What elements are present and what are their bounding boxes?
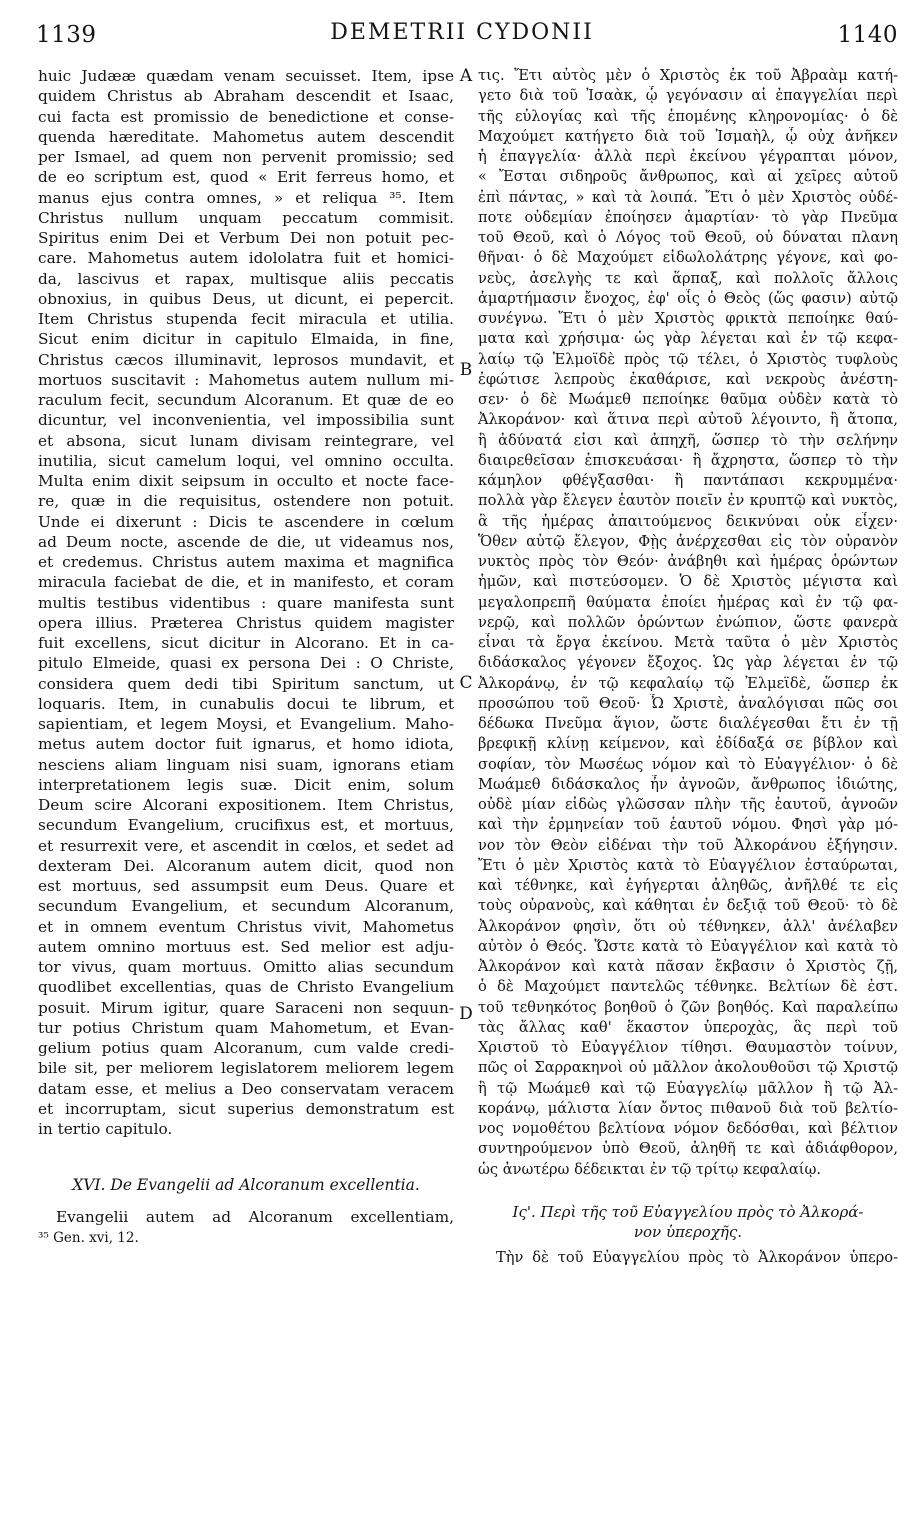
greek-line: ὁ δὲ Μαχούμετ παντελῶς τέθνηκε. Βελτίων δὲ ἐστ. bbox=[478, 978, 898, 996]
greek-line: νυκτὸς πρὸς τὸν Θεόν· ἀνάβηθι καὶ ἡμέρας ὁρώντων bbox=[478, 553, 898, 570]
latin-line: posuit. Mirum igitur, quare Saraceni non sequun- bbox=[38, 998, 454, 1017]
greek-line: ἐφώτισε λεπροὺς ἐκαθάρισε, καὶ νεκροὺς ἀνέστη- bbox=[478, 370, 898, 388]
latin-line: metus autem doctor fuit ignarus, et homo idiota, bbox=[38, 735, 454, 754]
margin-letter-d: D bbox=[459, 1004, 473, 1024]
page-number-right: 1140 bbox=[837, 22, 898, 48]
latin-line: Deum scire Alcorani expositionem. Item Christus, bbox=[38, 796, 454, 814]
greek-line: δέδωκα Πνεῦμα ἅγιον, ὥστε διαλέγεσθαι ἔτι ἐν τῇ bbox=[478, 715, 898, 732]
latin-line: datam esse, et melius a Deo conservatam veracem bbox=[38, 1079, 454, 1098]
greek-line: Ἀλκοράνον φησὶν, ὅτι οὐ τέθνηκεν, ἀλλ' ἀνέλαβεν bbox=[478, 917, 898, 935]
greek-line: καὶ τὴν ἑρμηνείαν τοῦ ἑαυτοῦ νόμου. Φησὶ γὰρ μό- bbox=[478, 816, 898, 834]
greek-line: τοὺς οὐρανοὺς, καὶ κάθηται ἐν δεξιᾷ τοῦ Θεοῦ· τὸ δὲ bbox=[478, 897, 898, 915]
greek-line: πολλὰ γὰρ ἔλεγεν ἑαυτὸν ποιεῖν ἐν κρυπτῷ καὶ νυκτὸς, bbox=[478, 492, 898, 510]
latin-line: considera quem dedi tibi Spiritum sanctum, ut bbox=[38, 674, 454, 693]
greek-line: σοφίαν, τὸν Μωσέως νόμον καὶ τὸ Εὐαγγέλιον· ὁ δὲ bbox=[478, 755, 898, 773]
greek-line: Ἔτι ὁ μὲν Χριστὸς κατὰ τὸ Εὐαγγέλιον ἐσταύρωται, bbox=[478, 856, 898, 874]
greek-line: συντηρούμενον ὑπὸ Θεοῦ, ἀληθῆ τε καὶ ἀδιάφθορον, bbox=[478, 1140, 898, 1158]
greek-line: κάμηλον φθέγξασθαι· ἢ παντάπασι κεκρυμμένα· bbox=[478, 472, 898, 489]
margin-letter-c: C bbox=[459, 673, 473, 693]
latin-line: loquaris. Item, in cunabulis docui te librum, et bbox=[38, 694, 454, 713]
latin-line: nesciens aliam linguam nisi suam, ignorans etiam bbox=[38, 755, 454, 774]
greek-line: σεν· ὁ δὲ Μωάμεθ πεποίηκε θαῦμα οὐδὲν κατὰ τὸ bbox=[478, 391, 898, 408]
latin-line: sapientiam, et legem Moysi, et Evangelium. Maho- bbox=[38, 715, 454, 733]
latin-line: re, quæ in die requisitus, ostendere non potuit. bbox=[38, 492, 454, 511]
running-title: DEMETRII CYDONII bbox=[330, 20, 594, 45]
latin-section-title: XVI. De Evangelii ad Alcoranum excellentia. bbox=[72, 1176, 420, 1195]
latin-line: obnoxius, in quibus Deus, ut dicunt, ei pepercit. bbox=[38, 289, 454, 308]
latin-line: Spiritus enim Dei et Verbum Dei non potuit pec- bbox=[38, 229, 454, 247]
greek-line: κοράνῳ, μάλιστα λίαν ὄντος πιθανοῦ διὰ τοῦ βελτίο- bbox=[478, 1099, 898, 1117]
greek-line: Μαχούμετ κατήγετο διὰ τοῦ Ἰσμαὴλ, ᾧ οὐχ ἀνῆκεν bbox=[478, 127, 898, 145]
greek-line: τὰς ἄλλας καθ' ἕκαστον ὑπεροχὰς, ἃς περὶ τοῦ bbox=[478, 1018, 898, 1036]
greek-section-title: Ις'. Περὶ τῆς τοῦ Εὐαγγελίου πρὸς τὸ Ἀλκορά- bbox=[512, 1202, 864, 1221]
latin-line: inutilia, sicut camelum loqui, vel omnino occulta. bbox=[38, 451, 454, 470]
latin-line: et absona, sicut lunam divisam reintegrare, vel bbox=[38, 431, 454, 450]
latin-line: pitulo Elmeide, quasi ex persona Dei : O Christe, bbox=[38, 654, 454, 673]
greek-line: εἶναι τὰ ἔργα ἐκείνου. Μετὰ ταῦτα ὁ μὲν Χριστὸς bbox=[478, 634, 898, 651]
greek-line: τοῦ Θεοῦ, καὶ ὁ Λόγος τοῦ Θεοῦ, οὐ δύναται πλανη bbox=[478, 229, 898, 246]
margin-letter-b: B bbox=[459, 360, 473, 380]
greek-line: ἢ ἀδύνατά εἰσι καὶ ἀπηχῆ, ὥσπερ τὸ τὴν σελήνην bbox=[478, 431, 898, 449]
greek-line: αὐτὸν ὁ Θεός. Ὥστε κατὰ τὸ Εὐαγγέλιον καὶ κατὰ τὸ bbox=[478, 937, 898, 955]
latin-line: cui facta est promissio de benedictione et conse- bbox=[38, 107, 454, 126]
greek-line: νον τὸν Θεὸν εἰδέναι τὴν τοῦ Ἀλκοράνου ἐξήγησιν. bbox=[478, 836, 898, 854]
latin-line: huic Judææ quædam venam secuisset. Item, ipse bbox=[38, 67, 454, 85]
greek-line: τις. Ἔτι αὐτὸς μὲν ὁ Χριστὸς ἐκ τοῦ Ἀβραὰμ κατή- bbox=[478, 67, 898, 84]
latin-line: multis testibus videntibus : quare manifesta sunt bbox=[38, 593, 454, 612]
latin-line: care. Mahometus autem idololatra fuit et homici- bbox=[38, 249, 454, 268]
greek-line: νος νομοθέτου βελτίονα νόμον δεδόσθαι, καὶ βέλτιον bbox=[478, 1120, 898, 1137]
greek-section-title-cont: νον ὑπεροχῆς. bbox=[633, 1222, 743, 1241]
greek-line: καὶ τέθνηκε, καὶ ἐγήγερται ἀληθῶς, ἀνῆλθέ τε εἰς bbox=[478, 877, 898, 894]
greek-column bbox=[478, 66, 898, 1268]
greek-line: θῆναι· ὁ δὲ Μαχούμετ εἰδωλολάτρης γέγονε, καὶ φο- bbox=[478, 249, 898, 267]
latin-line: interpretationem legis suæ. Dicit enim, solum bbox=[38, 775, 454, 794]
latin-line: gelium potius quam Alcoranum, cum valde credi- bbox=[38, 1039, 454, 1057]
greek-line: νερῷ, καὶ πολλῶν ὁρώντων ἐνώπιον, ὥστε φανερὰ bbox=[478, 613, 898, 631]
latin-line: manus ejus contra omnes, » et reliqua ³⁵. Item bbox=[38, 188, 454, 207]
greek-line: τῆς εὐλογίας καὶ τῆς ἑπομένης κληρονομίας· ὁ δὲ bbox=[478, 107, 898, 125]
latin-line: secundum Evangelium, et secundum Alcoranum, bbox=[38, 897, 454, 916]
latin-line: tor vivus, quam mortuus. Omitto alias secundum bbox=[38, 958, 454, 976]
latin-line: autem omnino mortuus est. Sed melior est adju- bbox=[38, 937, 454, 956]
greek-section-start: Τὴν δὲ τοῦ Εὐαγγελίου πρὸς τὸ Ἀλκοράνον ὑπερο- bbox=[496, 1248, 898, 1266]
greek-line: ποτε οὐδεμίαν ἐποίησεν ἁμαρτίαν· τὸ γὰρ Πνεῦμα bbox=[478, 208, 898, 226]
latin-line: Christus cæcos illuminavit, leprosos mundavit, et bbox=[38, 350, 454, 369]
latin-line: dexteram Dei. Alcoranum autem dicit, quod non bbox=[38, 856, 454, 875]
latin-line: quidem Christus ab Abraham descendit et Isaac, bbox=[38, 87, 454, 106]
greek-line: λαίῳ τῷ Ἐλμοϊδὲ πρὸς τῷ τέλει, ὁ Χριστὸς τυφλοὺς bbox=[478, 350, 898, 368]
latin-line: ad Deum nocte, ascende de die, ut videamus nos, bbox=[38, 532, 454, 551]
latin-line: tur potius Christum quam Mahometum, et Evan- bbox=[38, 1018, 454, 1037]
greek-line: ἐπὶ πάντας, » καὶ τὰ λοιπά. Ἔτι ὁ μὲν Χριστὸς οὐδέ- bbox=[478, 188, 898, 206]
latin-section-start: Evangelii autem ad Alcoranum excellentiam, bbox=[56, 1208, 454, 1227]
latin-column bbox=[38, 66, 454, 1248]
latin-line: dicuntur, vel inconvenientia, vel impossibilia sunt bbox=[38, 411, 454, 430]
latin-line: est mortuus, sed assumpsit eum Deus. Quare et bbox=[38, 877, 454, 895]
greek-line: ἡ ἐπαγγελία· ἀλλὰ περὶ ἐκείνου γέγραπται μόνον, bbox=[478, 148, 898, 165]
greek-line: πῶς οἱ Σαρρακηνοὶ οὐ μᾶλλον ἀκολουθοῦσι τῷ Χριστῷ bbox=[478, 1059, 898, 1077]
latin-line: Sicut enim dicitur in capitulo Elmaida, in fine, bbox=[38, 330, 454, 349]
greek-line: τοῦ τεθνηκότος βοηθοῦ ὁ ζῶν βοηθός. Καὶ παραλείπω bbox=[478, 998, 898, 1016]
latin-text bbox=[38, 66, 454, 1139]
greek-line: ἃ τῆς ἡμέρας ἀπαιτούμενος δεικνύναι οὐκ εἶχεν· bbox=[478, 512, 898, 530]
greek-line: Ὅθεν αὐτῷ ἔλεγον, Φῂς ἀνέρχεσθαι εἰς τὸν οὐρανὸν bbox=[478, 532, 898, 550]
latin-line: et resurrexit vere, et ascendit in cœlos, et sedet ad bbox=[38, 836, 454, 855]
greek-line: Χριστοῦ τὸ Εὐαγγέλιον τίθησι. Θαυμαστὸν τοίνυν, bbox=[478, 1039, 898, 1056]
latin-line: de eo scriptum est, quod « Erit ferreus homo, et bbox=[38, 168, 454, 187]
latin-line: Multa enim dixit seipsum in occulto et nocte face- bbox=[38, 472, 454, 490]
latin-line: quenda hæreditate. Mahometus autem descendit bbox=[38, 127, 454, 146]
latin-line: et credemus. Christus autem maxima et magnifica bbox=[38, 553, 454, 571]
greek-line: ὡς ἀνωτέρω δέδεικται ἐν τῷ τρίτῳ κεφαλαίῳ. bbox=[478, 1160, 821, 1178]
greek-line: ἡμῶν, καὶ πιστεύσομεν. Ὁ δὲ Χριστὸς μέγιστα καὶ bbox=[478, 573, 898, 591]
latin-line: da, lascivus et rapax, multisque aliis peccatis bbox=[38, 269, 454, 288]
latin-line: per Ismael, ad quem non pervenit promissio; sed bbox=[38, 148, 454, 166]
greek-text bbox=[478, 66, 898, 1180]
greek-line: νεὺς, ἀσελγὴς τε καὶ ἅρπαξ, καὶ πολλοῖς ἄλλοις bbox=[478, 269, 898, 287]
greek-line: Ἀλκοράνον· καὶ ἅτινα περὶ αὐτοῦ λέγοιντο, ἢ ἄτοπα, bbox=[478, 411, 898, 429]
greek-line: ἢ τῷ Μωάμεθ καὶ τῷ Εὐαγγελίῳ μᾶλλον ἢ τῷ Ἀλ- bbox=[478, 1079, 898, 1097]
footnote: ³⁵ Gen. xvi, 12. bbox=[38, 1229, 139, 1246]
latin-line: fuit excellens, sicut dicitur in Alcorano. Et in ca- bbox=[38, 634, 454, 652]
latin-line: Item Christus stupenda fecit miracula et utilia. bbox=[38, 310, 454, 328]
greek-line: ματα καὶ χρήσιμα· ὡς γὰρ λέγεται καὶ ἐν τῷ κεφα- bbox=[478, 330, 898, 348]
greek-line: Ἀλκοράνῳ, ἐν τῷ κεφαλαίῳ τῷ Ἐλμεϊδὲ, ὥσπερ ἐκ bbox=[478, 674, 898, 692]
greek-line: προσώπου τοῦ Θεοῦ· Ὦ Χριστὲ, ἀναλόγισαι πῶς σοι bbox=[478, 694, 898, 712]
latin-line: opera illius. Præterea Christus quidem magister bbox=[38, 613, 454, 632]
greek-line: διδάσκαλος γέγονεν ἔξοχος. Ὡς γὰρ λέγεται ἐν τῷ bbox=[478, 654, 898, 672]
latin-line: raculum fecit, secundum Alcoranum. Et quæ de eo bbox=[38, 391, 454, 409]
greek-line: διαιρεθεῖσαν ἐπισκευάσαι· ἢ ἄχρηστα, ὥσπερ τὸ τὴν bbox=[478, 451, 898, 469]
latin-line: secundum Evangelium, crucifixus est, et mortuus, bbox=[38, 816, 454, 835]
latin-line: Unde ei dixerunt : Dicis te ascendere in cœlum bbox=[38, 512, 454, 531]
latin-line: bile sit, per meliorem legislatorem meliorem legem bbox=[38, 1059, 454, 1078]
greek-line: Μωάμεθ διδάσκαλος ἦν ἀγνοῶν, ἄνθρωπος ἰδιώτης, bbox=[478, 775, 898, 793]
latin-line: miracula faciebat de die, et in manifesto, et coram bbox=[38, 573, 454, 592]
greek-line: ἁμαρτήμασιν ἔνοχος, ἐφ' οἷς ὁ Θεὸς (ὥς φασιν) αὐτῷ bbox=[478, 289, 898, 307]
greek-line: γετο διὰ τοῦ Ἰσαὰκ, ᾧ γεγόνασιν αἱ ἐπαγγελίαι περὶ bbox=[478, 87, 898, 105]
latin-line: et in omnem eventum Christus vivit, Mahometus bbox=[38, 917, 454, 936]
margin-letter-a: A bbox=[459, 66, 473, 86]
greek-line: συνέγνω. Ἔτι ὁ μὲν Χριστὸς φρικτὰ πεποίηκε θαύ- bbox=[478, 310, 898, 327]
greek-line: βρεφικῇ κλίνῃ κείμενον, καὶ ἐδίδαξά σε βίβλον καὶ bbox=[478, 735, 898, 753]
page-number-left: 1139 bbox=[36, 22, 97, 48]
latin-line: quodlibet excellentias, quas de Christo Evangelium bbox=[38, 978, 454, 997]
greek-line: μεγαλοπρεπῆ θαύματα ἐποίει ἡμέρας καὶ ἐν τῷ φα- bbox=[478, 593, 898, 611]
greek-line: « Ἔσται σιδηροῦς ἄνθρωπος, καὶ αἱ χεῖρες αὐτοῦ bbox=[478, 168, 898, 186]
latin-line: in tertio capitulo. bbox=[38, 1120, 173, 1138]
greek-line: Ἀλκοράνον καὶ κατὰ πᾶσαν ἔκβασιν ὁ Χριστὸς ζῇ, bbox=[478, 958, 898, 975]
latin-line: et incorruptam, sicut superius demonstratum est bbox=[38, 1099, 454, 1118]
latin-line: mortuos suscitavit : Mahometus autem nullum mi- bbox=[38, 370, 454, 389]
greek-line: οὐδὲ μίαν εἰδὼς γλῶσσαν πλὴν τῆς ἑαυτοῦ, ἀγνοῶν bbox=[478, 796, 898, 813]
latin-line: Christus nullum unquam peccatum commisit. bbox=[38, 208, 454, 227]
